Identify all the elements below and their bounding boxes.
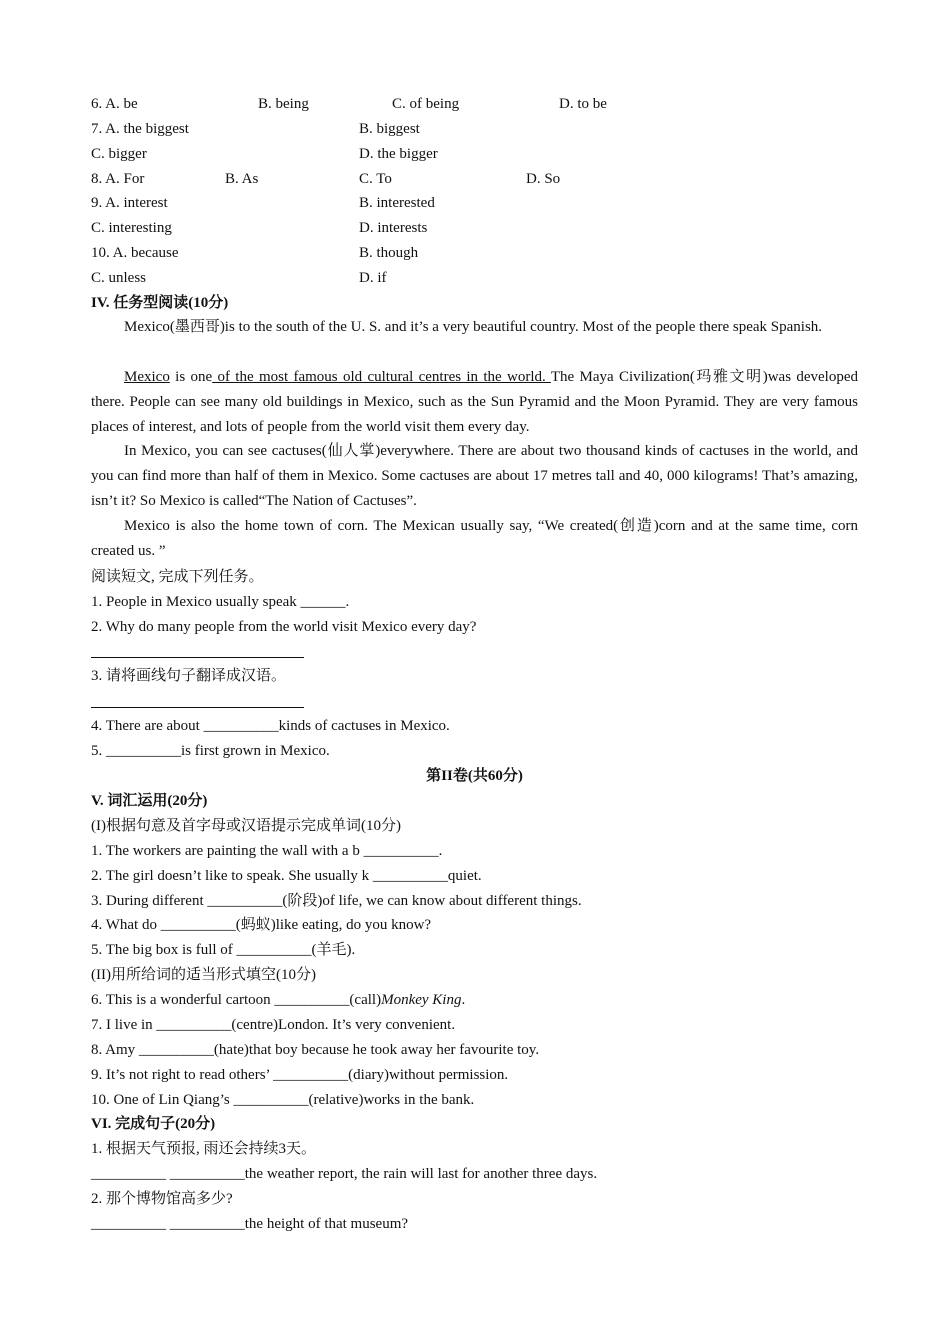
part-2-title: 第II卷(共60分) bbox=[426, 768, 523, 784]
paragraph-text: Mexico is also the home town of corn. The Mexican usually say, “We created(创造)corn and at the same time, corn created us. ” bbox=[91, 518, 858, 559]
sentence-answer-1: __________ __________the weather report, the rain will last for another three days. bbox=[91, 1166, 598, 1182]
reading-paragraph-4 bbox=[91, 514, 858, 564]
vocab-question-10: 10. One of Lin Qiang’s __________(relative)works in the bank. bbox=[91, 1092, 475, 1108]
vocab-question-8: 8. Amy __________(hate)that boy because he took away her favourite toy. bbox=[91, 1042, 540, 1058]
vocab-question-3: 3. During different __________(阶段)of life, we can know about different things. bbox=[91, 893, 582, 909]
section-6-title: VI. 完成句子(20分) bbox=[91, 1116, 216, 1132]
paragraph-text: Mexico(墨西哥)is to the south of the U. S. and it’s a very beautiful country. Most of the people there speak Spanish. bbox=[124, 319, 823, 335]
vocab-question-1: 1. The workers are painting the wall with a b __________. bbox=[91, 843, 443, 859]
reading-paragraph-1 bbox=[91, 315, 858, 340]
paragraph-text: In Mexico, you can see cactuses(仙人掌)everywhere. There are about two thousand kinds of cactuses in the world, and you can find more than half of them in Mexico. Some cactuses are about 17 metres tall and 40, 000 kilograms! That’s amazing, isn’t it? So Mexico is called“The Nation of Cactuses”. bbox=[91, 443, 858, 509]
reading-paragraph-2 bbox=[91, 365, 858, 440]
option-d: D. interests bbox=[359, 220, 428, 236]
vocab-question-6 bbox=[91, 990, 465, 1010]
underlined-text: Mexico bbox=[124, 369, 170, 385]
answer-line bbox=[91, 657, 304, 658]
option-b: B. though bbox=[359, 245, 419, 261]
vocab-question-7: 7. I live in __________(centre)London. It’s very convenient. bbox=[91, 1017, 456, 1033]
paragraph-text: is one bbox=[169, 369, 213, 385]
question-text: 6. This is a wonderful cartoon __________(call) bbox=[91, 992, 382, 1008]
subsection-1-title: (I)根据句意及首字母或汉语提示完成单词(10分) bbox=[91, 818, 401, 834]
section-5-title: V. 词汇运用(20分) bbox=[91, 793, 208, 809]
task-question-1: 1. People in Mexico usually speak ______. bbox=[91, 594, 350, 610]
option-a: 6. A. be bbox=[91, 96, 138, 112]
sentence-question-2: 2. 那个博物馆高多少? bbox=[91, 1191, 233, 1207]
option-c: C. To bbox=[359, 171, 392, 187]
task-question-5: 5. __________is first grown in Mexico. bbox=[91, 743, 330, 759]
option-d: D. So bbox=[526, 171, 561, 187]
option-a: 8. A. For bbox=[91, 171, 145, 187]
option-b: B. being bbox=[258, 96, 309, 112]
option-b: B. biggest bbox=[359, 121, 420, 137]
option-b: B. interested bbox=[359, 195, 435, 211]
vocab-question-2: 2. The girl doesn’t like to speak. She usually k __________quiet. bbox=[91, 868, 482, 884]
answer-line bbox=[91, 707, 304, 708]
option-b: B. As bbox=[225, 171, 259, 187]
option-a: 7. A. the biggest bbox=[91, 121, 189, 137]
task-question-2: 2. Why do many people from the world visit Mexico every day? bbox=[91, 619, 477, 635]
question-text: . bbox=[461, 992, 466, 1008]
italic-title: Monkey King bbox=[381, 992, 462, 1008]
option-a: 9. A. interest bbox=[91, 195, 168, 211]
vocab-question-9: 9. It’s not right to read others’ __________(diary)without permission. bbox=[91, 1067, 509, 1083]
subsection-2-title: (II)用所给词的适当形式填空(10分) bbox=[91, 967, 316, 983]
vocab-question-5: 5. The big box is full of __________(羊毛). bbox=[91, 942, 356, 958]
sentence-question-1: 1. 根据天气预报, 雨还会持续3天。 bbox=[91, 1141, 317, 1157]
sentence-answer-2: __________ __________the height of that museum? bbox=[91, 1216, 409, 1232]
reading-paragraph-3 bbox=[91, 439, 858, 514]
option-a: 10. A. because bbox=[91, 245, 179, 261]
option-d: D. the bigger bbox=[359, 146, 438, 162]
task-question-4: 4. There are about __________kinds of cactuses in Mexico. bbox=[91, 718, 450, 734]
underlined-sentence: of the most famous old cultural centres in the world. bbox=[212, 369, 551, 385]
task-question-3: 3. 请将画线句子翻译成汉语。 bbox=[91, 668, 287, 684]
paragraph-text: The Maya Civilization(玛雅文明)was developed there. People can see many old buildings in Mexico, such as the Sun Pyramid and the Moon Pyramid. They are very famous places of interest, and lots of people from the world visit them every day. bbox=[91, 369, 858, 435]
option-c: C. of being bbox=[392, 96, 460, 112]
option-c: C. bigger bbox=[91, 146, 147, 162]
vocab-question-4: 4. What do __________(蚂蚁)like eating, do you know? bbox=[91, 917, 432, 933]
section-4-title: IV. 任务型阅读(10分) bbox=[91, 295, 229, 311]
option-d: D. to be bbox=[559, 96, 607, 112]
option-c: C. interesting bbox=[91, 220, 172, 236]
option-c: C. unless bbox=[91, 270, 147, 286]
option-d: D. if bbox=[359, 270, 387, 286]
task-instructions: 阅读短文, 完成下列任务。 bbox=[91, 569, 264, 585]
